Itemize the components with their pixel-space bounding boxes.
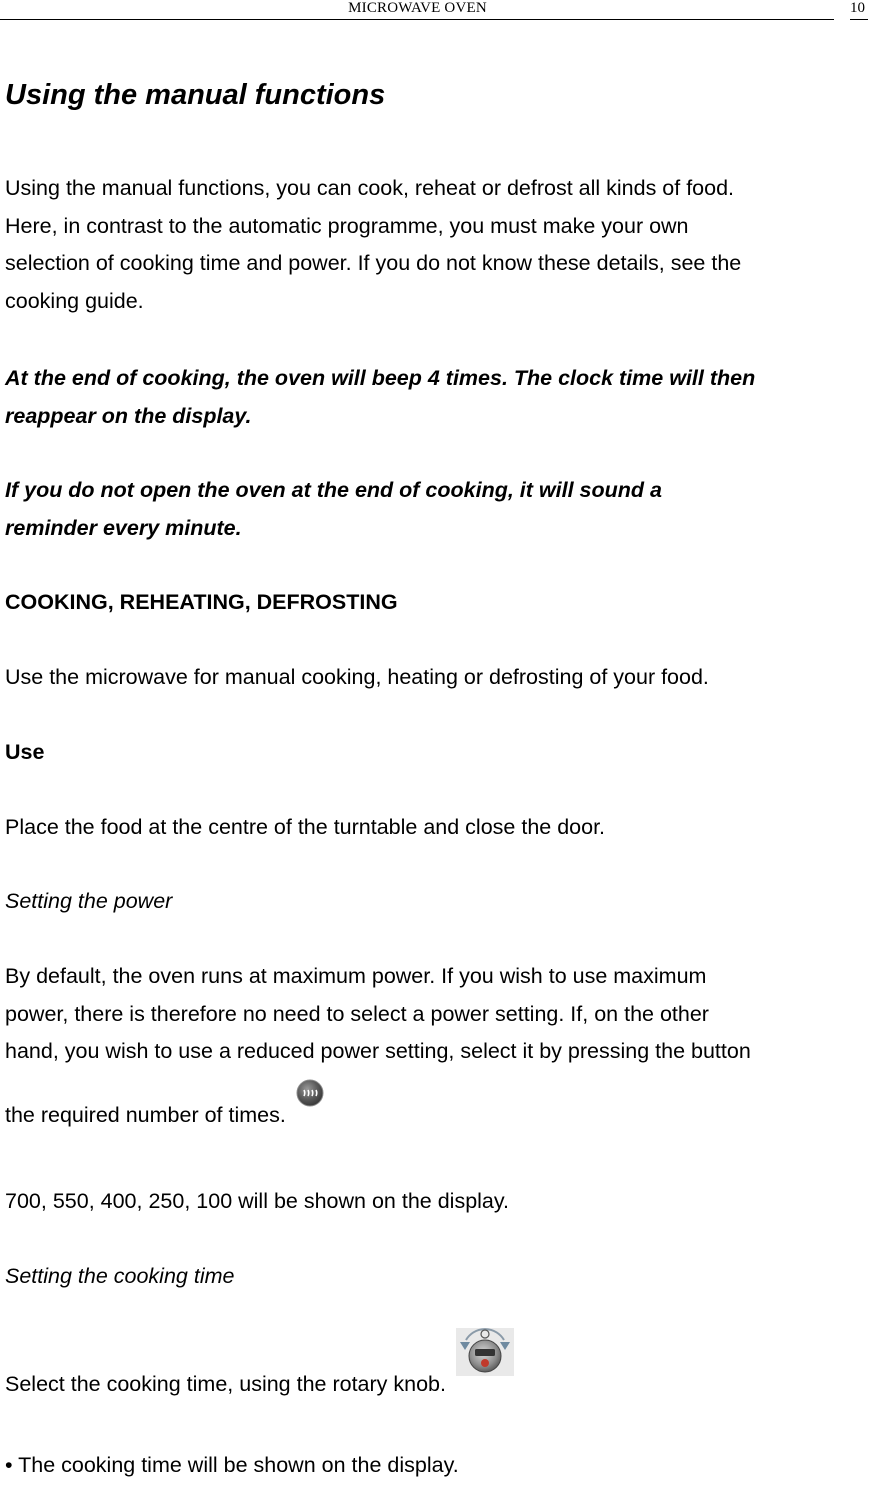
mode-description: Use the microwave for manual cooking, heating or defrosting of your food. (5, 665, 709, 689)
power-heading: Setting the power (5, 889, 173, 913)
note-line: If you do not open the oven at the end of cooking, it will sound a (5, 478, 662, 502)
intro-paragraph (5, 170, 741, 320)
power-line: hand, you wish to use a reduced power setting, select it by pressing the button (5, 1039, 751, 1063)
mode-heading: COOKING, REHEATING, DEFROSTING (5, 590, 398, 614)
power-line: the required number of times. (5, 1103, 286, 1127)
page-header (0, 0, 869, 22)
note-line: At the end of cooking, the oven will beep 4 times. The clock time will then (5, 366, 756, 390)
rotary-knob-icon (456, 1328, 514, 1376)
intro-line: selection of cooking time and power. If you do not know these details, see the (5, 251, 742, 275)
power-line: power, there is therefore no need to select a power setting. If, on the other (5, 1001, 709, 1026)
intro-line: cooking guide. (5, 288, 144, 313)
note-line: reminder every minute. (5, 515, 242, 540)
power-display-values: 700, 550, 400, 250, 100 will be shown on the display. (5, 1189, 510, 1213)
page-number: 10 (850, 0, 865, 16)
reminder-note (5, 472, 662, 547)
use-text: Place the food at the centre of the turntable and close the door. (5, 815, 606, 839)
intro-line: Here, in contrast to the automatic programme, you must make your own (5, 213, 689, 238)
intro-line: Using the manual functions, you can cook, reheat or defrost all kinds of food. (5, 176, 735, 200)
time-text: Select the cooking time, using the rotary knob. (5, 1372, 446, 1396)
section-title: Using the manual functions (5, 79, 386, 111)
power-line: By default, the oven runs at maximum power. If you wish to use maximum (5, 964, 707, 988)
note-line: reappear on the display. (5, 403, 252, 428)
header-title: MICROWAVE OVEN (348, 0, 487, 16)
power-button-icon (296, 1079, 324, 1107)
end-of-cooking-note (5, 360, 755, 435)
power-paragraph (5, 958, 751, 1071)
power-instruction-line (5, 1097, 324, 1135)
time-instruction-line (5, 1366, 514, 1404)
time-heading: Setting the cooking time (5, 1264, 235, 1288)
time-display-bullet: • The cooking time will be shown on the display. (5, 1453, 459, 1477)
header-rule (0, 19, 834, 20)
page-number-rule (850, 19, 868, 20)
use-heading: Use (5, 740, 45, 764)
